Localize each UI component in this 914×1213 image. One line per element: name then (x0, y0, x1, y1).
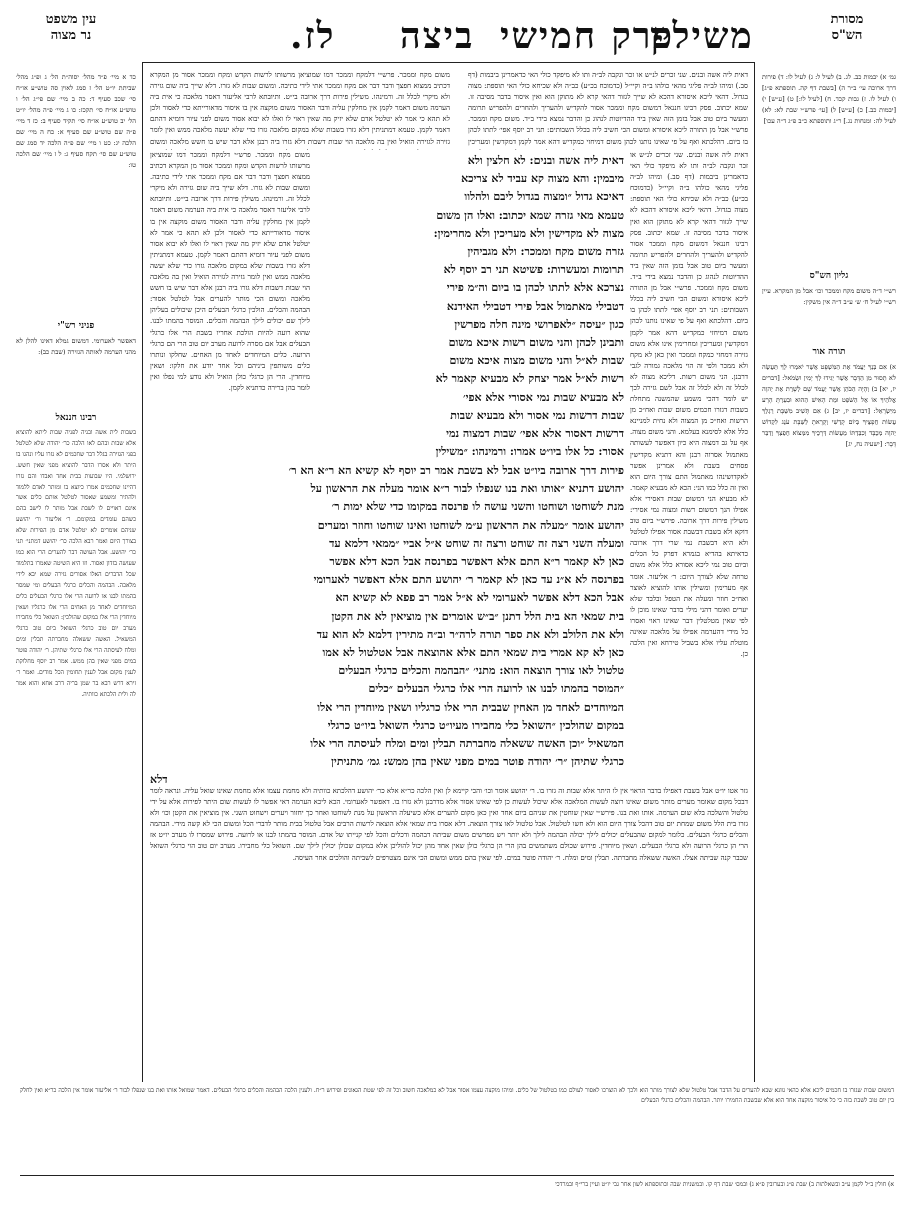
left-column-rule (142, 62, 143, 1082)
footer-notes: א) חולין ב״ל לקמן ע״ב ובשאלתות ב) שבת פ״ג ובערובין פ״א ג) ובמס׳ שבת דף קו. ובמשניות שבה ובתוספתא לשון אחר גבי יו״ט ועיין ברי״ף ובמרדכי (555, 1181, 894, 1188)
gemara-line: רשות לא״ל אמר יצחק לא מבעיא קאמר לא (435, 372, 624, 386)
gemara-line: בית שמאי הא בית הלל דתנן ״ב״ש אומרים אין מוציאין לא את הקטן (331, 609, 624, 623)
gemara-line: יהושע אומר ״מעלה את הראשון ע״מ לשוחטו ואינו שוחטו וחוזר ומערים (317, 518, 624, 532)
tractate-name: ביצה (400, 15, 475, 57)
gemara-line: כאן לא קאמר ר״א התם אלא דאפשר בפרנסה אבל הכא דלא אפשר (329, 555, 624, 569)
rabbeinu-chananel-text: בשבות לית אשה ובניה לפניה שבות ליתא להוציא אלא שבות ובהם לאו הלכה כר׳ יהודה שלא לטלטל בפני הגזירה בגלל דבר שחכמים לא גזרו עליו ונהגו בו היתר ולא אסרו הדבר להוציא מפני שאין חשש. ירושלמי. היו שבועות בבית אחד ואבדו והם גזרו דהיינו שחכמים אמרו כיוצא בו ומותר לאדם ללמוד ולהתיר ומשמע שאסור לטלטל אותם כלים אשר אינם ראויים לו לשבת אבל מותר לו לישב בהם כשהם עומדים במקומם. ר׳ אליעזר ור׳ יהושע שניהם אומרים לא יטלטל אדם מן הפירות שלא בצורך היום ואמר רבא הלכה כר׳ יהושע דמתני׳ תני כר׳ יהושע. אבל העושה דבר להערים הרי הוא כמו שעושה בזדון ואסור. וזו היא השיטה שאמרו בתלמוד שכל הדברים האלו אסורים גזירה שמא יבא לידי מלאכה. הבהמה והכלים כרגלי הבעלים ומי שמסר בהמתו לבנו או לרועה הרי אלו כרגלי הבעלים כלים המיוחדים לאחד מן האחים הרי אלו כרגליו ושאין מיוחדין הרי אלו במקום שהולכין: השואל כלי מחבירו מערב יום טוב כרגלי השואל ביום טוב כרגלי המשאיל. האשה ששאלה מחברתה תבלין ומים ומלח לעיסתה הרי אלו כרגלי שתיהן. ר׳ יהודה פוטר במים מפני שאין בהן ממש. אמר רב יוסף מחלוקת לענין מקום אבל לענין תחומין הכל מודים. ואמר ר׳ זירא דרש רבא בר שמן בריה דרב אחא והוא אמר לה ולית הלכתא כוותיה. (16, 429, 136, 698)
ein-mishpat-text: כד א מיי׳ פ״ד מהל׳ יסוה״ת הל׳ ג ופ״ג מהל׳ שביתת יו״ט הל׳ ז סמג לאוין סה טוש״ע או״ח סי׳ שכב סעיף ד: כה ב מיי׳ שם פי״ג הל׳ ו טוש״ע או״ח סי׳ תקכז: כו ג מיי׳ פ״ה מהל׳ יו״ט הל׳ יב טוש״ע או״ח סי׳ תקיד סעיף ב: כז ד מיי׳ פ״ה שם טוש״ע שם סעיף א: כח ה מיי׳ שם הלכה יג: כט ו מיי׳ שם פ״ה הלכה יד סמג שם טוש״ע שם סי׳ תקח סעיף ג: ל ז מיי׳ שם הלכה טו: (16, 73, 136, 169)
gemara-line: בפרנסה לא א״נ עד כאן לא קאמר ר׳ יהושע התם אלא דאפשר לאערומי (313, 573, 624, 587)
gemara-line: טלטול לאו צורך הוצאה הוא: מתני׳ ״הבהמה והכלים כרגלי הבעלים (338, 664, 624, 678)
gemara-line: לא מבעיא שבות נמי אסורי אלא אפי׳ (463, 390, 624, 404)
gemara-line: יהושע דתניא ״אותו ואת בנו שנפלו לבור ר״א אומר מעלה את הראשון על (310, 482, 624, 496)
gemara-line: מיבמין: והא מצוה קא עביד לא צריכא (461, 172, 624, 186)
gemara-line: טעמא מאי גזרה שמא יכתוב: ואלו הן משום (436, 208, 624, 222)
gemara-line: אבל הכא דלא אפשר לאערומי לא א״ל אמר רב פפא לא קשיא הא (335, 591, 624, 605)
gemara-line: ולא את הלולב ולא את ספר תורה לרה״ר וב״ה מתירין דלמא לא הוא עד (316, 627, 624, 641)
page-number: לז. (290, 15, 336, 57)
gemara-line: נצרכא אלא לתתו לכהן בו ביום וה״מ פירי (446, 281, 624, 295)
rabbeinu-chananel-title: רבינו חננאל (55, 413, 97, 423)
tosafot-opening-text: דאית ליה אשה ובנים. שני זכרים לנ״ש או זכר ונקבה לב״ה ותו לא מיפקד כולי האי כדאמרינן ביבמות (דף סב.) ומיהו לב״ה פליגי מהאי כולהו ב״ה וקיי״ל (כדמוכח בכ״ע) כב״ה ולא שכיחא כולי האי תוספת: מצוה בגדול. דהאי ליכא איסורא דהכא לא שייך לגזור דהאי קרא לא מתוקן הוא ואין איסור בדבר מסיבה זו. שמא יכתוב. פסק רבינו חננאל דמשום מקח וממכר אסור להקדיש ולהעריך ולהחרים ולהפריש תרומה ומעשר ביום טוב אבל בזמן הזה שאין ביד ההדיוטות לנהוג כן והדבר נמצא בידי ב״ד. משום מקח וממכר. פרש״י אבל מן התורה ליכא איסורא ומשום הכי חשיב ליה בכלל השבותים: תני רב יוסף אפי׳ לתתו לכהן בו ביום. דהלכתא ואף על פי שאינו נותנו לכהן משום דמיחזי כמקדיש דהא אמר לקמן דמקדשין ומעריכין (468, 71, 748, 146)
chapter-number: פרק חמישי (500, 15, 675, 57)
rashi-column-text: משום מקח וממכר. פרש״י דלמקח וממכר דמו שמוציאן מרשותו לרשות הקדש ומקח וממכר אסור מן המקרא דכתיב ממצוא חפצך ודבר דבר אם מקח וממכר אתי לידי כתיבה. ומשום שבות לא גזרו. דלא שייך ביה שום גזירה ולא מיקרי לכלל זה. ורמינהו. משילין פירות דרך ארובה בי״ט. ותיובתא לרבי אליעזר דאסר מלאכה כי אית ביה הערמה משום דאמר לקמן אין מחלקין עליה ודבר האסור משום מוקצה אין בו איסור מדאורייתא כדי לאסור ולכן לא תהא כי אמר לא יטלטל אדם שלא יזיק מה שאין ראוי לו ואלו לא יבוא אסור משום לפני עיור דומיא דהתם דאמר לקמן. טעמא דמתניתין דלא גזרו בשבות שלא במקום מלאכה גזרו כדי שלא יעשה מלאכה ממש ואין לומר גזירה לגזירה הואיל ואין בה מלאכה הוי שבות דשבות דלא גזרו ביה רבנן אלא דבר שיש בו חשש מלאכה ומשום הכי מותר להערים אבל לטלטל אסור: הבהמה והכלים. הולכין כרגלי הבעלים היכן שיכולים בעליהן לילך שם יכולים לילך הבהמה והכלים. המוסר בהמתו לבנו. שהוא רועה להיות הולכת אחריו בשבת הרי אלו כרגלי הבעלים אבל אם מסרה לרועה מערב יום טוב הרי הם כרגלי הרועה. כלים המיוחדים לאחד מן האחים. שחלקו ונותרו כלים משותפין ביניהם וכל אחד יודע את חלקו: ושאין מיוחדין. הרי הן כרגלי כולן הואיל ולא נודע למי נפלו ואין לומר בהן ברירה כדתניא לקמן. (150, 151, 310, 392)
gemara-line: שבות דרשות נמי אסור ולא מבעיא שבות (450, 408, 624, 422)
gemara-line: דאית ליה אשה ובנים: לא חלצין ולא (467, 154, 624, 167)
masoret-hashas-text: גמ׳ א) יבמות כב. לג. ב) לעיל ל: ג) לעיל לו: ד) פירות דרך ארוכה עי׳ ב״ר ה) [בשבת דף קה. תוספתא פ״ג] ו) לעיל לו. ז) גבות קכד. ח) [לעיל לו:] ט) [ע״ש] י) [יבמות כב.] כ) [ע״ש] ל) [עי׳ פרש״י שבת לא: לא) לעיל לה: ומנחות נג.] ר״ג ותוספתא כ״ב פ״ג ד״ה עכו] (762, 73, 896, 125)
gemara-line: ״המוסר בהמתו לבנו או לרועה הרי אלו כרגלי הבעלים ״כלים (368, 682, 624, 696)
torah-or-title: תורה אור (812, 347, 846, 357)
masoret-hashas-title: מסורת הש"ס (830, 12, 864, 43)
bottom-commentary-text: גזר אטו יו״ט אבל בשבת דאפילו בדבר הראוי אין לו היתר אלא שבות זה גזרו בו. ר׳ יהושע אומר וכו׳ והכי קיימא לן ואין הלכה כר״א אלא כר׳ יהושע דהלכתא כוותיה ולא מחמת עצמו אלא מחמת שאינו שואל עליה. ונראה לומר דבכל מקום שאומר מערים מותר משום שאינו רוצה לעשות המלאכה אלא שיכול לעשות כן לפי שאינו אסור אלא מדרבנן ולא גזרו בו. דאפשר לאערומי. הכא ליכא הערמה דאי אפשר לו לעשות שום היתר לפירות אלא על ידי טלטול והשלכה בלא שום הערמה. אותו ואת בנו. פירש״י שאין שוחטין את שניהם ביום אחד ואין כאן מקום להערים אלא כשיעלה הראשון על מנת לשוחטו ואחר כך יחזור ויערים וישחוט השני. אין מוציאין את הקטן וכו׳ ולא גזרו בית הלל משום שמחת יום טוב דהכל צורך היום הוא ולא חשו לטלטול. אבל טלטול לאו צורך הוצאה. דלא אסרו בית שמאי אלא הוצאה לרשות הרבים אבל טלטול בבית מותר לדברי הכל ומשום הכי לא קשה מידי. הבהמה והכלים כרגלי הבעלים. כלומר למקום שהבעלים יכולים לילך יכולה הבהמה לילך ולא יותר ויש מפרשים משום שביתה דבהמה ודכלים והכל לפי קנייתו של אדם. המוסר בהמתו לבנו או לרועה. פירוש שמסרו לו מערב יו״ט אז הרי הן כרגלי הרועה ולא כרגלי הבעלים. ושאין מיוחדין. פירוש שכולם משתמשים בהן הרי הן כרגלי כולן שאין אחד מהן יכול להוליכן אלא במקום שכולן יכולין לילך שם. השואל כלי מחבירו. מערב יום טוב הוי כרגלי השואל שכבר קנה שביתה אצלו. האשה ששאלה מחברתה. תבלין ומים ומלח. ר׳ יהודה פוטר במים. לפי שאין בהם ממש ומשום הכי אינם מצטרפים לשביתה והולכים אחר העיסה. (150, 787, 748, 862)
gemara-line: מצוה לא מקדישין ולא מעריכין ולא מחרימין: (433, 226, 624, 240)
gemara-line: כאן לא קא אמרי בית שמאי התם אלא אהוצאה אבל אטלטול לא אמו (322, 646, 624, 660)
gemara-line: גזרה משום מקח וממכר: ולא מגביהין (467, 245, 624, 259)
gilyon-hashas-text: רש״י ד״ה משום מקח וממכר וכו׳ אבל מן המקרא. עיין רש״י לעיל ח׳ ש׳ ע״ב ד״ה אין משקין: (762, 287, 896, 306)
gemara-catchword: דלא (150, 773, 168, 787)
pnei-rashi-text: דאפשר לאערומי. דמשום גמלא דאינו להלן לא מהני הערמה לאותה הגזירה (שבת כב): (16, 337, 136, 356)
gemara-line: דרשות דאסור אלא אפי׳ שבות דמצוה נמי (446, 427, 624, 441)
gemara-line: פירות דרך ארובה ביו״ט אבל לא בשבת אמר רב יוסף לא קשיא הא ר״א הא ר׳ (288, 464, 624, 477)
gemara-block (316, 152, 624, 461)
gemara-line: כרגלי שתיהן ״ר׳ יהודה פוטר במים מפני שאין בהן ממש: גמ׳ מתניתין (331, 755, 624, 769)
gemara-line: ומעלה השני רצה זה שוחט ורצה זה שוחט א״ל אביי ״ממאי דלמא עד (329, 536, 624, 550)
gilyon-hashas-title: גליון הש"ס (809, 271, 849, 281)
gemara-line: תרומות ומעשרות: פשיטא תני רב יוסף לא (443, 263, 624, 277)
gemara-line: דטבילי מאתמול אבל פירי דטבילי האידנא (446, 299, 624, 313)
tosafot-column-text: דאית ליה אשה ובנים. שני זכרים לנ״ש או זכר ונקבה לב״ה ותו לא מיפקד כולי האי כדאמרינן ביבמות (דף סב.) ומיהו לב״ה פליגי מהאי כולהו ב״ה וקיי״ל (כדמוכח בכ״ע) כב״ה ולא שכיחא כולי האי תוספת: מצוה בגדול. דהאי ליכא איסורא דהכא לא שייך לגזור דהאי קרא לא מתוקן הוא ואין איסור בדבר מסיבה זו. שמא יכתוב. פסק רבינו חננאל דמשום מקח וממכר אסור להקדיש ולהעריך ולהחרים ולהפריש תרומה ומעשר ביום טוב אבל בזמן הזה שאין ביד ההדיוטות לנהוג כן והדבר נמצא בידי ב״ד. משום מקח וממכר. פרש״י אבל מן התורה ליכא איסורא ומשום הכי חשיב ליה בכלל השבותים: תני רב יוסף אפי׳ לתתו לכהן בו ביום. דהלכתא ואף על פי שאינו נותנו לכהן משום דמיחזי כמקדיש דהא אמר לקמן דמקדשין ומעריכין ומחרימין אינו אלא משום גזירה דמחזי כמקח וממכר ואין כאן לא מקח ולא ממכר ולפי זה הוי מלאכה גמורה לגבי דרבנן. הני משום רשות. דליכא מצוה לא לכלל זה ולא לכלל זה אבל לשם גזירה לכך יש לומר דהכי משמע שהמשנה מתחלת בשבות דגזרו חכמים משום שבות ואח״כ מן הרשות ואח״כ מן המצוה ולא נחית למניינא כלל אלא לסימנא בעלמא. והני משום מצוה. אף על גב דמצוה היא כיון דאפשר לעשותה מאתמול אסרוה רבנן והא דתניא מקדישין פסחים בשבת ולא אמרינן אפשר לאקדושינהו מאתמול התם צורך היום הוא ואין זה כלל כמו הני: הכא לא מבעיא קאמר. לא מבעיא הני דמשום שבות דאסירי אלא אפילו הנך דמשום רשות ומצוה נמי אסירי: משילין פירות דרך ארובה. פירש״י ביום טוב דוקא ולא בשבת דבשבת אסור אפילו לטלטל ולא היא דבשבת נמי שרי דרך ארובה כדאיתא בהדיא בגמרא דפרק כל הכלים וביום טוב נמי ליכא אסורא כלל אלא משום טרחה שלא לצורך היום: ר׳ אליעזר. אומר אף מערימין ומשילין אותו להוציא לאוצר ואח״כ חוזר ומעלה את הטפל ובלבד שלא יערים ואומר דהני מילי בדבר שאינו מוכן לו לפי שאין מטלטלין דבר שאינו ראוי ואסרו כל מידי דהערמה אפילו על מלאכה שאינה מוטלת עליו אלא בשביל טירחא ואין הלכה כן. (630, 151, 748, 659)
torah-or-text: א) אִם בְּנְךָ יַעֲמֹד אֶת הַמִּשְׁפָּט אֲשֶׁר יֹאמְרוּ לְךָ תַּעֲשֶׂה לֹא תָסוּר מִן הַדָּבָר אֲשֶׁר יַגִּידוּ לְךָ יָמִין וּשְׂמֹאל: [דברים יז, יא] ב) וְהָיָה הַכֹּהֵן אֲשֶׁר יַעֲמֹד שָׁם לְשָׁרֶת אֶת יְהוָה אֱלֹהֶיךָ אוֹ אֶל הַשֹּׁפֵט וּמֵת הָאִישׁ הַהוּא וּבִעַרְתָּ הָרָע מִיִּשְׂרָאֵל: [דברים יז, יב] ג) אִם תָּשִׁיב מִשַּׁבָּת רַגְלֶךָ עֲשׂוֹת חֲפָצֶיךָ בְּיוֹם קָדְשִׁי וְקָרָאתָ לַשַּׁבָּת עֹנֶג לִקְדוֹשׁ יְהוָה מְכֻבָּד וְכִבַּדְתּוֹ מֵעֲשׂוֹת דְּרָכֶיךָ מִמְּצוֹא חֶפְצְךָ וְדַבֵּר דָּבָר: [ישעיה נח, יג] (762, 363, 896, 448)
pnei-rashi-title: פניני רש"י (57, 321, 95, 331)
gemara-line: המשאיל ״וכן האשה ששאלה מחברתה תבלין ומים ומלח לעיסתה הרי אלו (310, 737, 624, 751)
right-column-rule (754, 62, 755, 1082)
chapter-name: משילין (650, 15, 754, 57)
gemara-line: המיוחדים לאחד מן האחין שבבית הרי אלו כרגליו ושאין מיוחדין הרי אלו (317, 700, 624, 714)
header-rule (142, 62, 754, 63)
rashi-opening-text: משום מקח וממכר. פרש״י דלמקח וממכר דמו שמוציאן מרשותו לרשות הקדש ומקח וממכר אסור מן המקרא דכתיב ממצוא חפצך ודבר דבר אם מקח וממכר אתי לידי כתיבה. ומשום שבות לא גזרו. דלא שייך ביה שום גזירה ולא מיקרי לכלל זה. ורמינהו. משילין פירות דרך ארובה בי״ט. ותיובתא לרבי אליעזר דאסר מלאכה כי אית ביה הערמה משום דאמר לקמן אין מחלקין עליה ודבר האסור משום מוקצה אין בו איסור מדאורייתא כדי לאסור ולכן לא תהא כי אמר לא יטלטל אדם שלא יזיק מה שאין ראוי לו ואלו לא יבוא אסור משום לפני עיור דומיא דהתם דאמר לקמן. טעמא דמתניתין דלא גזרו בשבות שלא במקום מלאכה גזרו כדי שלא יעשה מלאכה ממש ואין לומר גזירה לגזירה הואיל ואין בה מלאכה הוי שבות דשבות דלא גזרו ביה רבנן אלא דבר שיש בו חשש מלאכה ומשום (150, 71, 450, 146)
footer-text: דמשום שבות שגזרו בו חכמים ליכא אלא כהאי גוונא שבא להערים על הדבר אבל טלטול שלא לצורך מותר הוא ולכך לא הוצרכו לאסור לעולם כמו בטלטול של כלים. ומיהו מוקצה עצמו אסור אבל לא כמלאכה חשוב וכל זה לפי שטת הגאונים ופירוש ר״ח. ולענין הלכה הבהמה והכלים כרגלי הבעלים. דאמר שמואל אותו ואת בנו שנפלו לבור ר׳ אליעזר אומר אין הלכה כר״א ואין לחלק בין יום טוב לשבת בזה כי כל איסור מוקצה אחד הוא אלא שבשבת החמירו יותר. הבהמה והכלים כרגלי הבעלים (20, 1087, 894, 1104)
footer-rule (20, 1175, 894, 1176)
gemara-line: במקום שהולכין ״השואל כלי מחבירו מעיו״ט כרגלי השואל ביו״ט כרגלי (327, 718, 624, 732)
gemara-wide-block (150, 462, 624, 790)
gemara-line: דאיכא גדול ״ומצוה בגדול ליבם ולהלוו (464, 190, 624, 204)
gemara-line: ותבינן לכהן והני משום רשות איכא משום (448, 336, 624, 350)
gemara-line: כגון ״עיסה ״לאפרושי מינה חלה מפרשין (454, 317, 624, 331)
gemara-line: אסור: כל אלו ביו״ט אמרו: ורמינהו: ״משילין (435, 445, 624, 459)
ein-mishpat-title: עין משפט נר מצוה (45, 12, 97, 43)
gemara-line: שבות לא״ל והני משום מצוה איכא משום (449, 354, 624, 368)
gemara-line: מנת לשוחטו ושוחטו והשני עושה לו פרנסה במקומו כדי שלא ימות ר׳ (331, 500, 624, 514)
